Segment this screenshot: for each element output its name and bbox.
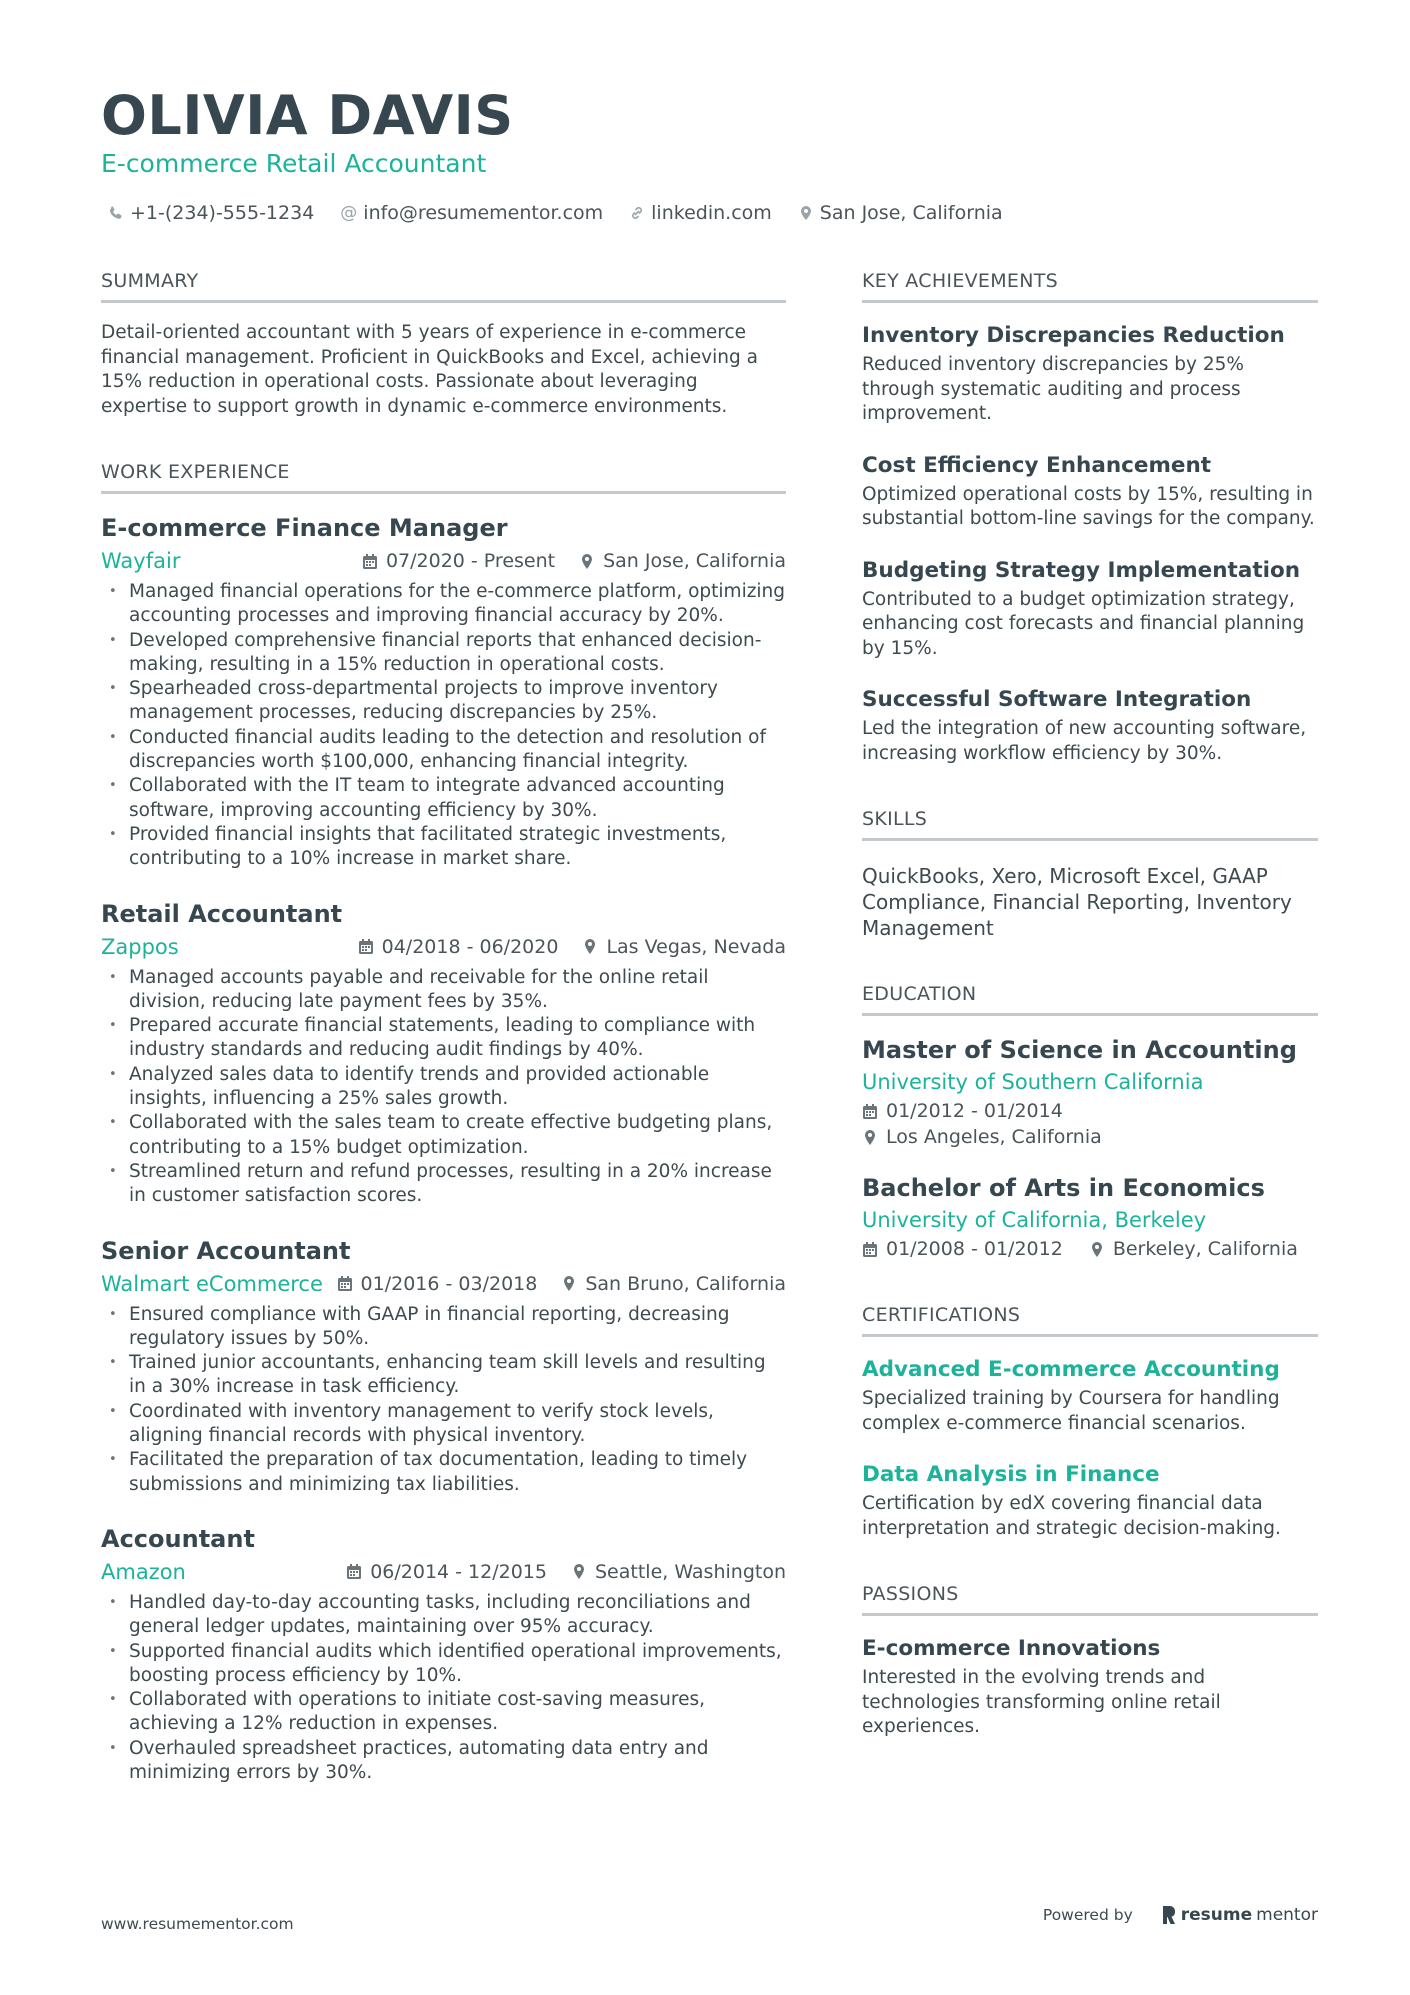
contact-link[interactable] bbox=[629, 202, 772, 224]
bullet-item: • Handled day-to-day accounting tasks, including reconciliations and general ledger updates, maintaining over 95% accuracy. bbox=[101, 1591, 786, 1640]
passion-title: E-commerce Innovations bbox=[862, 1636, 1161, 1661]
right-column bbox=[862, 268, 1318, 1764]
job-dates-text: 04/2018 - 06/2020 bbox=[381, 935, 559, 958]
certification-text: Specialized training by Coursera for handling complex e-commerce financial scenarios. bbox=[862, 1388, 1280, 1434]
brand-bold: resume bbox=[1180, 1905, 1253, 1925]
location-pin-icon bbox=[579, 553, 595, 570]
job-location bbox=[579, 550, 786, 572]
skills-text: QuickBooks, Xero, Microsoft Excel, GAAP Compliance, Financial Reporting, Inventory Management bbox=[862, 864, 1292, 940]
job-meta-right bbox=[362, 550, 786, 572]
bullet-item: • Trained junior accountants, enhancing team skill levels and resulting in a 30% increase in task efficiency. bbox=[101, 1351, 786, 1400]
company-name: Amazon bbox=[101, 1559, 186, 1584]
experience-heading: WORK EXPERIENCE bbox=[101, 459, 786, 494]
bullet-item: • Provided financial insights that facilitated strategic investments, contributing to a 10% increase in market share. bbox=[101, 823, 786, 872]
job-title: Accountant bbox=[101, 1524, 255, 1553]
summary-heading: SUMMARY bbox=[101, 268, 786, 303]
job-entry bbox=[101, 1523, 786, 1785]
achievement-title: Successful Software Integration bbox=[862, 687, 1252, 712]
calendar-icon bbox=[346, 1563, 362, 1580]
job-entry bbox=[101, 512, 786, 872]
certifications-section bbox=[862, 1302, 1318, 1541]
job-meta bbox=[101, 1555, 786, 1589]
contact-email[interactable] bbox=[340, 202, 603, 224]
bullet-item: • Collaborated with the sales team to create effective budgeting plans, contributing to a 15% budget optimization. bbox=[101, 1111, 786, 1160]
company-name: Walmart eCommerce bbox=[101, 1271, 323, 1296]
link-text: linkedin.com bbox=[651, 202, 772, 224]
location-pin-icon bbox=[561, 1275, 577, 1292]
degree-title: Master of Science in Accounting bbox=[862, 1036, 1297, 1064]
job-entry bbox=[101, 1235, 786, 1497]
location-text: San Jose, California bbox=[819, 202, 1003, 224]
achievement-item bbox=[862, 451, 1318, 532]
bullet-item: • Analyzed sales data to identify trends and provided actionable insights, influencing a 25% sales growth. bbox=[101, 1063, 786, 1112]
calendar-icon bbox=[862, 1103, 878, 1120]
bullet-item: • Managed financial operations for the e-commerce platform, optimizing accounting processes and improving financial accuracy by 20%. bbox=[101, 580, 786, 629]
education-item bbox=[862, 1034, 1318, 1150]
achievement-item bbox=[862, 685, 1318, 766]
footer-url[interactable]: www.resumementor.com bbox=[101, 1915, 294, 1933]
candidate-name: OLIVIA DAVIS bbox=[101, 84, 514, 147]
company-name: Zappos bbox=[101, 934, 179, 959]
calendar-icon bbox=[862, 1241, 878, 1258]
achievement-text: Optimized operational costs by 15%, resulting in substantial bottom-line savings for the company. bbox=[862, 483, 1315, 529]
education-location-text: Los Angeles, California bbox=[886, 1126, 1102, 1148]
job-meta-right bbox=[358, 936, 786, 958]
education-location-text: Berkeley, California bbox=[1112, 1238, 1298, 1260]
job-meta bbox=[101, 930, 786, 964]
bullet-item: • Coordinated with inventory management to verify stock levels, aligning financial records with physical inventory. bbox=[101, 1400, 786, 1449]
achievement-text: Led the integration of new accounting software, increasing workflow efficiency by 30%. bbox=[862, 718, 1307, 764]
bullet-item: • Supported financial audits which identified operational improvements, boosting process efficiency by 10%. bbox=[101, 1640, 786, 1689]
experience-section bbox=[101, 459, 786, 1785]
bullet-item: • Spearheaded cross-departmental projects to improve inventory management processes, reducing discrepancies by 25%. bbox=[101, 677, 786, 726]
job-location bbox=[571, 1561, 786, 1583]
achievement-text: Contributed to a budget optimization strategy, enhancing cost forecasts and financial planning by 15%. bbox=[862, 588, 1305, 659]
education-dates bbox=[862, 1098, 1318, 1124]
summary-text: Detail-oriented accountant with 5 years of experience in e-commerce financial management. Proficient in QuickBooks and Excel, achieving a 15% reduction in operational costs. Passionate about leveraging expertise to support growth in dynamic e-commerce environments. bbox=[101, 322, 758, 417]
job-bullets bbox=[101, 966, 786, 1209]
education-dates-row bbox=[862, 1238, 1063, 1260]
calendar-icon bbox=[362, 553, 378, 570]
job-dates bbox=[362, 550, 555, 572]
skills-heading: SKILLS bbox=[862, 806, 1318, 841]
job-meta bbox=[101, 544, 786, 578]
phone-icon bbox=[108, 205, 124, 221]
achievement-text: Reduced inventory discrepancies by 25% through systematic auditing and process improvement. bbox=[862, 354, 1244, 424]
education-meta bbox=[862, 1236, 1318, 1262]
job-entry bbox=[101, 898, 786, 1209]
job-title: Senior Accountant bbox=[101, 1236, 351, 1265]
at-icon: @ bbox=[340, 203, 358, 223]
company-name: Wayfair bbox=[101, 549, 181, 573]
location-pin-icon bbox=[798, 205, 814, 221]
location-pin-icon bbox=[571, 1563, 587, 1580]
education-dates-text: 01/2008 - 01/2012 bbox=[886, 1238, 1063, 1260]
job-location-text: San Jose, California bbox=[603, 550, 786, 572]
achievements-heading: KEY ACHIEVEMENTS bbox=[862, 268, 1318, 303]
footer-branding bbox=[1043, 1905, 1318, 1925]
job-title: Retail Accountant bbox=[101, 899, 343, 928]
education-location bbox=[862, 1124, 1318, 1150]
job-dates bbox=[337, 1273, 538, 1295]
contact-phone[interactable] bbox=[108, 202, 314, 224]
job-dates bbox=[358, 936, 559, 958]
calendar-icon bbox=[337, 1275, 353, 1292]
achievements-section bbox=[862, 268, 1318, 766]
job-meta bbox=[101, 1267, 786, 1301]
left-column bbox=[101, 268, 786, 1811]
bullet-item: • Overhauled spreadsheet practices, automating data entry and minimizing errors by 30%. bbox=[101, 1737, 786, 1786]
certification-text: Certification by edX covering financial data interpretation and strategic decision-making. bbox=[862, 1493, 1281, 1539]
education-dates-text: 01/2012 - 01/2014 bbox=[886, 1100, 1063, 1122]
location-pin-icon bbox=[862, 1129, 878, 1146]
powered-by-label: Powered by bbox=[1042, 1906, 1133, 1924]
bullet-item: • Ensured compliance with GAAP in financial reporting, decreasing regulatory issues by 50%. bbox=[101, 1303, 786, 1352]
job-dates-text: 07/2020 - Present bbox=[385, 550, 556, 572]
bullet-item: • Collaborated with operations to initiate cost-saving measures, achieving a 12% reduction in expenses. bbox=[101, 1688, 786, 1737]
school-name: University of California, Berkeley bbox=[862, 1208, 1207, 1232]
job-meta-right bbox=[337, 1273, 786, 1295]
calendar-icon bbox=[358, 938, 374, 955]
bullet-item: • Managed accounts payable and receivable for the online retail division, reducing late payment fees by 35%. bbox=[101, 966, 786, 1015]
email-text: info@resumementor.com bbox=[363, 202, 604, 224]
achievement-item bbox=[862, 321, 1318, 427]
passion-item bbox=[862, 1634, 1318, 1740]
passions-heading: PASSIONS bbox=[862, 1581, 1318, 1616]
bullet-item: • Conducted financial audits leading to the detection and resolution of discrepancies worth $100,000, enhancing financial integrity. bbox=[101, 726, 786, 775]
job-location-text: Las Vegas, Nevada bbox=[606, 935, 786, 958]
job-location bbox=[561, 1273, 786, 1295]
achievement-title: Budgeting Strategy Implementation bbox=[862, 557, 1301, 583]
job-bullets bbox=[101, 1303, 786, 1497]
job-bullets bbox=[101, 1591, 786, 1785]
location-pin-icon bbox=[1089, 1241, 1105, 1258]
achievement-item bbox=[862, 556, 1318, 662]
passion-text: Interested in the evolving trends and technologies transforming online retail experiences. bbox=[862, 1667, 1221, 1737]
brand-light: mentor bbox=[1256, 1905, 1318, 1925]
job-meta-right bbox=[346, 1561, 786, 1583]
job-dates-text: 01/2016 - 03/2018 bbox=[360, 1272, 538, 1295]
bullet-item: • Streamlined return and refund processes, resulting in a 20% increase in customer satisfaction scores. bbox=[101, 1160, 786, 1209]
certification-item bbox=[862, 1355, 1318, 1436]
job-dates bbox=[346, 1561, 547, 1583]
education-section bbox=[862, 981, 1318, 1262]
job-location-text: Seattle, Washington bbox=[595, 1560, 786, 1583]
phone-text: +1-(234)-555-1234 bbox=[130, 202, 315, 224]
job-bullets bbox=[101, 580, 786, 872]
job-title: E-commerce Finance Manager bbox=[101, 514, 508, 542]
education-heading: EDUCATION bbox=[862, 981, 1318, 1016]
summary-section bbox=[101, 268, 786, 419]
education-item bbox=[862, 1172, 1318, 1262]
passions-section bbox=[862, 1581, 1318, 1740]
brand-logo[interactable] bbox=[1161, 1905, 1318, 1925]
achievement-title: Cost Efficiency Enhancement bbox=[862, 452, 1212, 478]
contact-location bbox=[798, 202, 1003, 224]
education-dates-row bbox=[862, 1100, 1063, 1122]
job-dates-text: 06/2014 - 12/2015 bbox=[370, 1560, 547, 1583]
certification-title: Data Analysis in Finance bbox=[862, 1462, 1160, 1487]
bullet-item: • Developed comprehensive financial reports that enhanced decision-making, resulting in a 15% reduction in operational costs. bbox=[101, 629, 786, 678]
bullet-item: • Prepared accurate financial statements, leading to compliance with industry standards and reducing audit findings by 40%. bbox=[101, 1014, 786, 1063]
contact-bar bbox=[108, 198, 1003, 228]
resumementor-logo-icon bbox=[1161, 1905, 1177, 1925]
school-name: University of Southern California bbox=[862, 1070, 1204, 1094]
job-location-text: San Bruno, California bbox=[585, 1272, 786, 1295]
education-location-row bbox=[1089, 1238, 1298, 1260]
bullet-item: • Facilitated the preparation of tax documentation, leading to timely submissions and minimizing tax liabilities. bbox=[101, 1448, 786, 1497]
bullet-item: • Collaborated with the IT team to integrate advanced accounting software, improving accounting efficiency by 30%. bbox=[101, 774, 786, 823]
degree-title: Bachelor of Arts in Economics bbox=[862, 1174, 1265, 1202]
candidate-role: E-commerce Retail Accountant bbox=[101, 149, 487, 178]
achievement-title: Inventory Discrepancies Reduction bbox=[862, 323, 1285, 348]
location-pin-icon bbox=[582, 938, 598, 955]
certification-item bbox=[862, 1460, 1318, 1541]
certification-title: Advanced E-commerce Accounting bbox=[862, 1357, 1280, 1382]
certifications-heading: CERTIFICATIONS bbox=[862, 1302, 1318, 1337]
link-icon bbox=[629, 205, 645, 221]
skills-section bbox=[862, 806, 1318, 941]
education-location-row bbox=[862, 1126, 1102, 1148]
job-location bbox=[582, 936, 786, 958]
